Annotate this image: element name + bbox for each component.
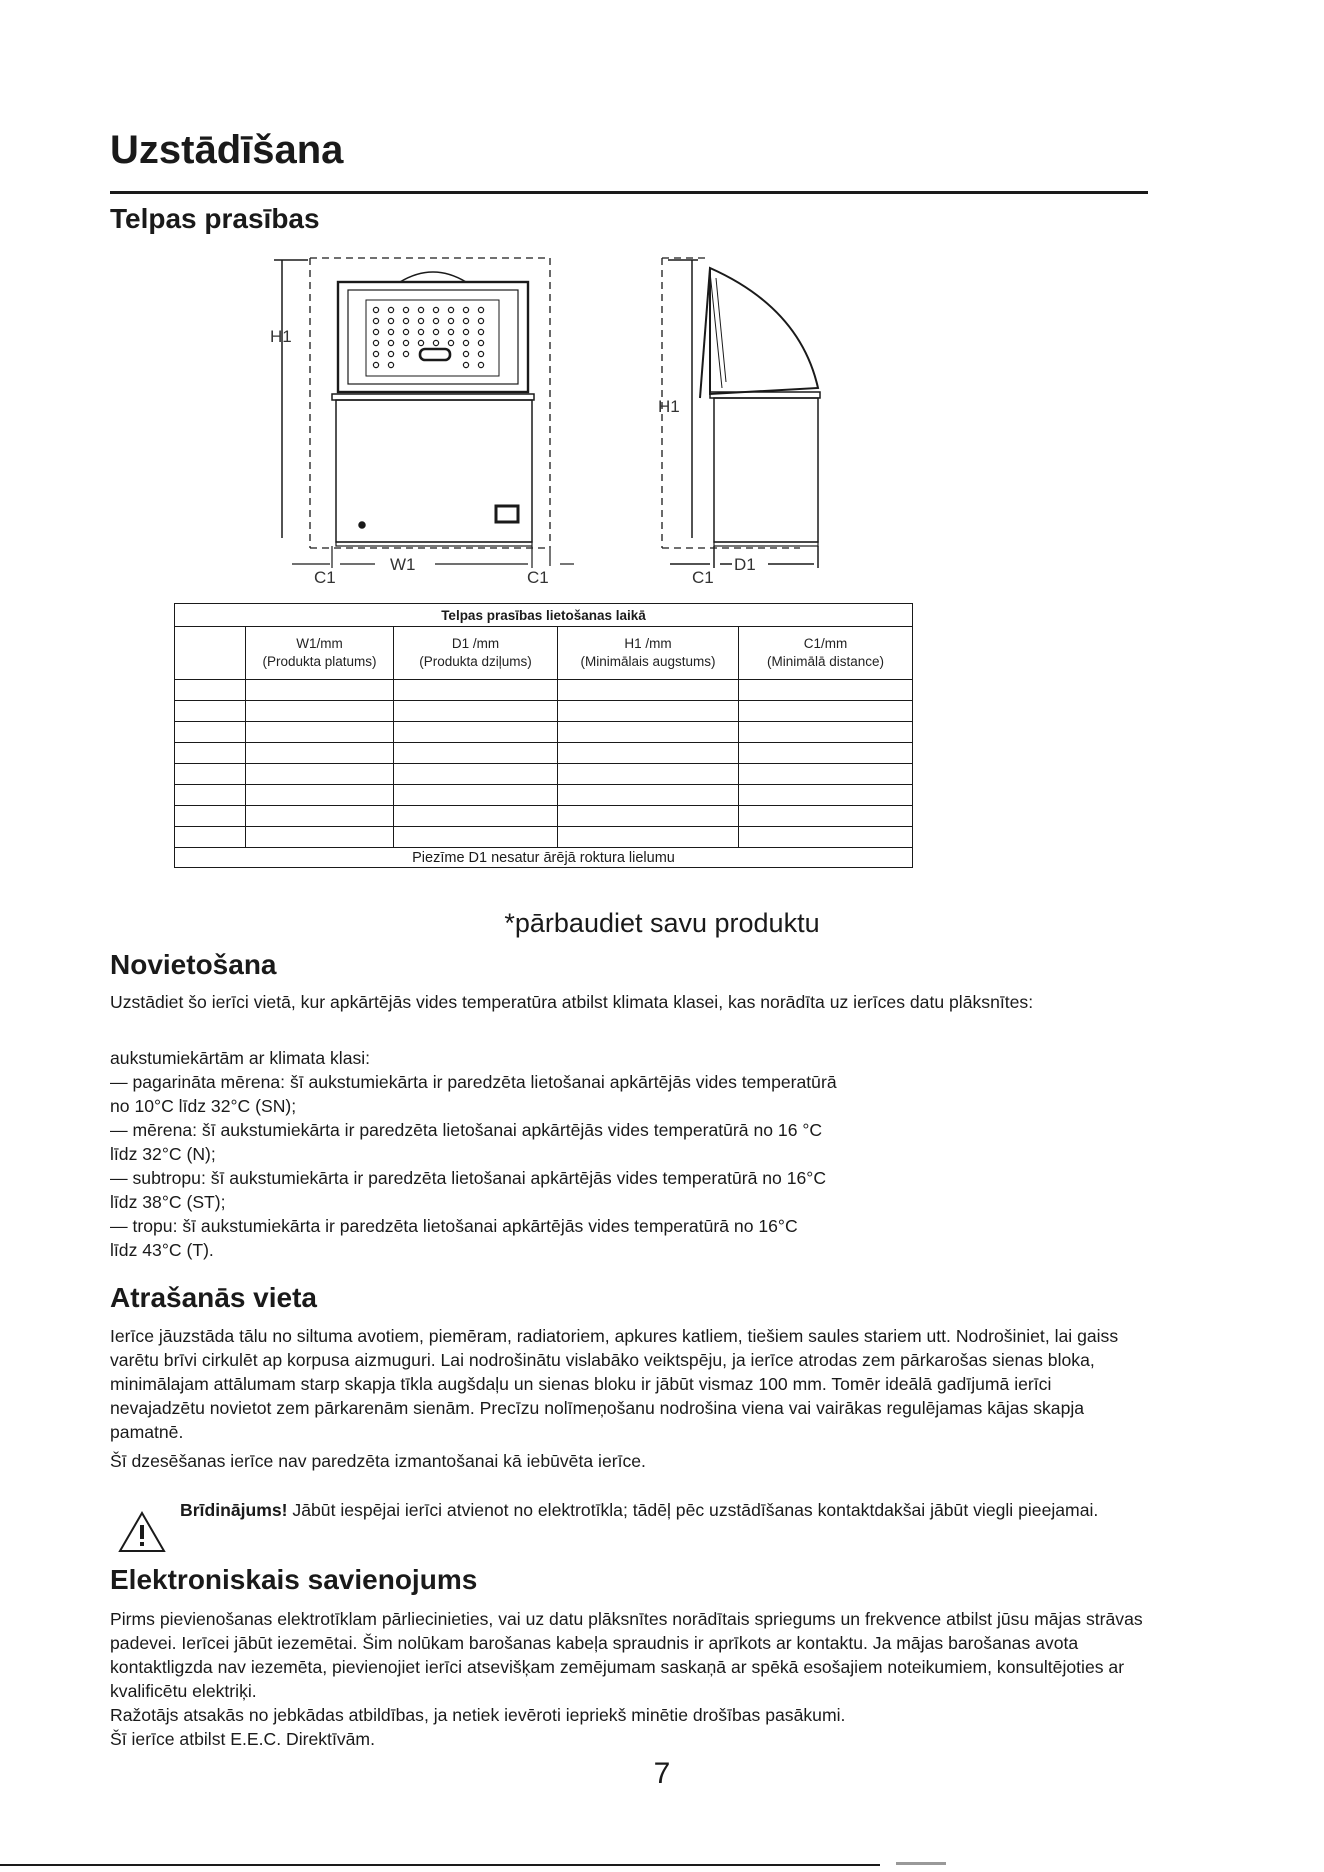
table-row xyxy=(175,764,913,785)
warning-message xyxy=(180,1500,1120,1521)
side-h1-label: H1 xyxy=(658,397,680,416)
placement-intro: Uzstādiet šo ierīci vietā, kur apkārtējās vides temperatūra atbilst klimata klasei, kas norādīta uz ierīces datu plāksnītes: xyxy=(110,992,1034,1012)
header-sublabel: (Produkta platums) xyxy=(262,654,377,669)
table-row xyxy=(175,680,913,701)
dimension-diagram xyxy=(270,248,890,598)
check-product-note: *pārbaudiet savu produktu xyxy=(504,908,820,938)
climate-line: — subtropu: šī aukstumiekārta ir paredzēta lietošanai apkārtējās vides temperatūrā no 16°C xyxy=(110,1168,827,1188)
climate-line: — tropu: šī aukstumiekārta ir paredzēta lietošanai apkārtējās vides temperatūrā no 16°C xyxy=(110,1216,798,1236)
climate-line: no 10°C līdz 32°C (SN); xyxy=(110,1096,297,1116)
climate-line: — pagarināta mērena: šī aukstumiekārta ir paredzēta lietošanai apkārtējās vides temperatūrā xyxy=(110,1072,837,1092)
front-c1-left-label: C1 xyxy=(314,568,336,587)
table-row xyxy=(175,785,913,806)
side-c1-label: C1 xyxy=(692,568,714,587)
table-row xyxy=(175,806,913,827)
front-dimensions xyxy=(292,546,574,568)
footer-fragment xyxy=(896,1862,946,1865)
electrical-heading: Elektroniskais savienojums xyxy=(110,1564,478,1595)
header-label: D1 /mm xyxy=(451,636,500,651)
electrical-text xyxy=(110,1607,1150,1751)
climate-line: līdz 43°C (T). xyxy=(110,1240,214,1260)
table-row xyxy=(175,743,913,764)
table-header-h1 xyxy=(558,627,739,680)
header-sublabel: (Minimālais augstums) xyxy=(580,654,716,669)
table-corner-cell xyxy=(175,627,246,680)
electrical-paragraph: Ražotājs atsakās no jebkādas atbildības, ja netiek ievēroti iepriekš minētie drošības pasākumi. xyxy=(110,1705,846,1725)
table-row xyxy=(175,701,913,722)
built-in-note: Šī dzesēšanas ierīce nav paredzēta izmantošanai kā iebūvēta ierīce. xyxy=(110,1451,646,1471)
front-w1-label: W1 xyxy=(390,555,416,574)
warning-text: Jābūt iespējai ierīci atvienot no elektrotīkla; tādēļ pēc uzstādīšanas kontaktdakšai jābūt viegli pieejamai. xyxy=(287,1500,1099,1520)
header-label: W1/mm xyxy=(296,636,343,651)
climate-line: — mērena: šī aukstumiekārta ir paredzēta lietošanai apkārtējās vides temperatūrā no 16 °C xyxy=(110,1120,823,1140)
table-row xyxy=(175,722,913,743)
footer-rule xyxy=(0,1864,880,1866)
electrical-paragraph: Šī ierīce atbilst E.E.C. Direktīvām. xyxy=(110,1729,375,1749)
table-row xyxy=(175,827,913,848)
table-title: Telpas prasības lietošanas laikā xyxy=(175,604,913,627)
table-note: Piezīme D1 nesatur ārējā roktura lielumu xyxy=(175,848,913,868)
front-view xyxy=(274,258,550,548)
climate-line: aukstumiekārtām ar klimata klasi: xyxy=(110,1048,371,1068)
page-number: 7 xyxy=(653,1757,671,1790)
electrical-paragraph: Pirms pievienošanas elektrotīklam pārliecinieties, vai uz datu plāksnītes norādītais spriegums un frekvence atbilst jūsu mājas strāvas padevei. Ierīcei jābūt iezemētai. Šim nolūkam barošanas kabeļa spraudnis ir aprīkots ar kontaktu. Ja mājas barošanas avota kontaktligzda nav iezemēta, pievienojiet ierīci atsevišķam zemējumam saskaņā ar spēkā esošajiem noteikumiem, konsultējoties ar kvalificētu elektriķi. xyxy=(110,1609,1143,1701)
header-label: C1/mm xyxy=(803,636,848,651)
table-header-d1 xyxy=(394,627,558,680)
climate-line: līdz 32°C (N); xyxy=(110,1144,216,1164)
header-label: H1 /mm xyxy=(624,636,672,651)
table-header-c1 xyxy=(739,627,913,680)
location-heading: Atrašanās vieta xyxy=(110,1282,318,1313)
header-sublabel: (Minimālā distance) xyxy=(766,654,885,669)
room-requirements-table xyxy=(174,603,913,868)
placement-heading: Novietošana xyxy=(110,949,277,980)
room-requirements-heading: Telpas prasības xyxy=(110,203,320,234)
climate-line: līdz 38°C (ST); xyxy=(110,1192,226,1212)
location-paragraph: Ierīce jāuzstāda tālu no siltuma avotiem, piemēram, radiatoriem, apkures katliem, tiešiem saules stariem utt. Nodrošiniet, lai gaiss varētu brīvi cirkulēt ap korpusa aizmuguri. Lai nodrošinātu vislabāko veiktspēju, ja ierīce atrodas zem pārkarošas sienas bloka, minimālajam attālumam starp skapja tīkla augšdaļu un sienas bloku ir jābūt vismaz 100 mm. Tomēr ideālā gadījumā ierīci nevajadzētu novietot zem pārkarenām sienām. Precīzu nolīmeņošanu nodrošina viena vai vairākas regulējamas kājas skapja pamatnē. xyxy=(110,1326,1119,1442)
warning-label: Brīdinājums! xyxy=(180,1500,288,1520)
side-view xyxy=(662,258,820,568)
front-h1-label: H1 xyxy=(270,327,292,346)
front-c1-right-label: C1 xyxy=(527,568,549,587)
side-d1-label: D1 xyxy=(734,555,756,574)
warning-icon xyxy=(117,1510,167,1554)
lid-vent-dots xyxy=(373,307,483,367)
header-sublabel: (Produkta dziļums) xyxy=(419,654,532,669)
page-title: Uzstādīšana xyxy=(110,128,344,172)
climate-class-list xyxy=(110,1046,1150,1262)
title-divider xyxy=(110,191,1148,194)
table-header-w1 xyxy=(246,627,394,680)
